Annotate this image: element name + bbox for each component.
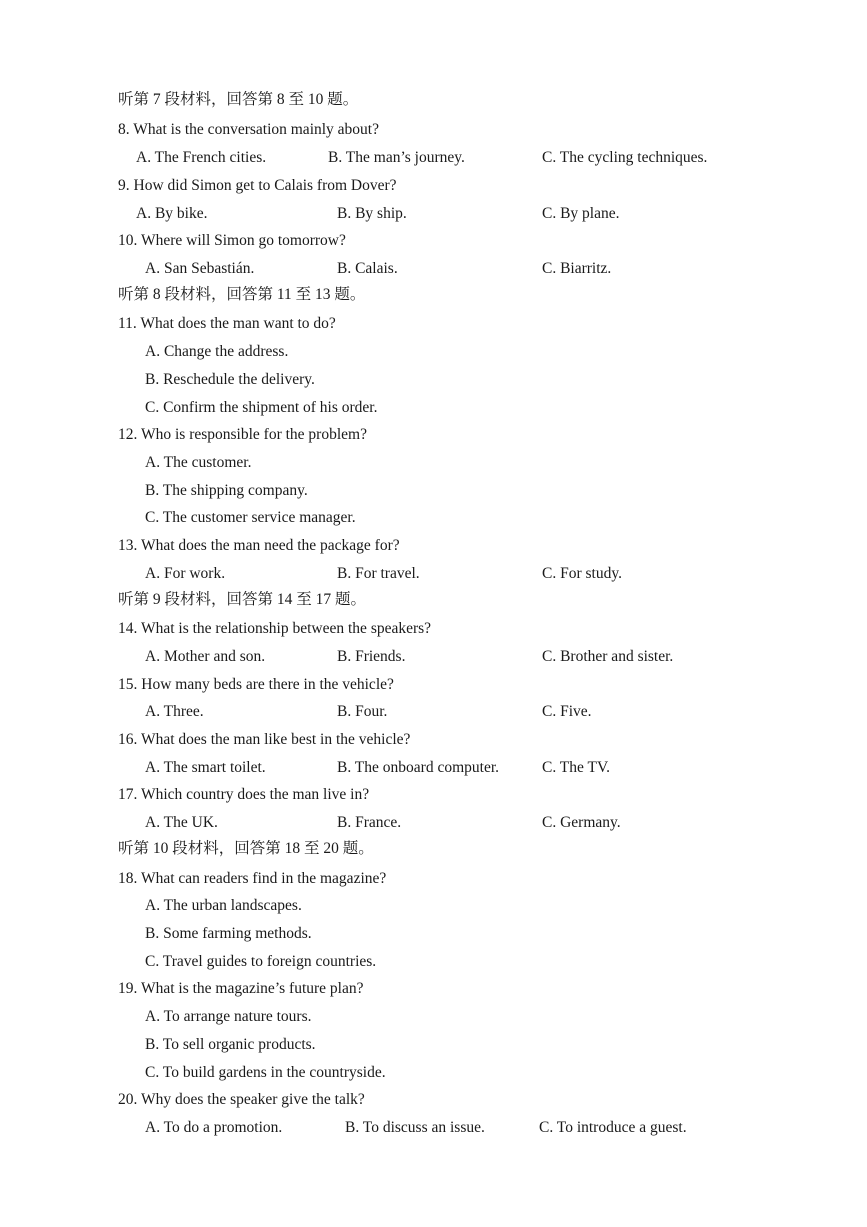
question-19-option-b: B. To sell organic products. bbox=[145, 1036, 316, 1053]
question-11-option-a: A. Change the address. bbox=[145, 343, 289, 360]
question-11-stem: 11. What does the man want to do? bbox=[118, 315, 336, 332]
question-9-option-b: B. By ship. bbox=[337, 205, 407, 222]
question-14-option-c: C. Brother and sister. bbox=[542, 648, 674, 665]
question-16-option-c: C. The TV. bbox=[542, 759, 611, 776]
question-13-option-b: B. For travel. bbox=[337, 565, 420, 582]
question-13-option-c: C. For study. bbox=[542, 565, 622, 582]
question-15-option-a: A. Three. bbox=[145, 703, 204, 720]
question-20-option-c: C. To introduce a guest. bbox=[539, 1119, 687, 1136]
question-8-option-b: B. The man’s journey. bbox=[328, 149, 465, 166]
question-15-stem: 15. How many beds are there in the vehicle? bbox=[118, 676, 394, 693]
question-13-stem: 13. What does the man need the package for? bbox=[118, 537, 400, 554]
question-18-option-c: C. Travel guides to foreign countries. bbox=[145, 953, 377, 970]
question-14-stem: 14. What is the relationship between the speakers? bbox=[118, 620, 432, 637]
question-14-option-b: B. Friends. bbox=[337, 648, 406, 665]
question-18-option-a: A. The urban landscapes. bbox=[145, 897, 302, 914]
section-heading-8: 听第 8 段材料，回答第 11 至 13 题。 bbox=[118, 286, 366, 303]
section-heading-10: 听第 10 段材料，回答第 18 至 20 题。 bbox=[118, 840, 374, 857]
question-15-option-b: B. Four. bbox=[337, 703, 388, 720]
question-19-option-a: A. To arrange nature tours. bbox=[145, 1008, 312, 1025]
question-16-stem: 16. What does the man like best in the vehicle? bbox=[118, 731, 411, 748]
question-13-option-a: A. For work. bbox=[145, 565, 226, 582]
question-20-option-b: B. To discuss an issue. bbox=[345, 1119, 485, 1136]
question-10-stem: 10. Where will Simon go tomorrow? bbox=[118, 232, 346, 249]
question-8-stem: 8. What is the conversation mainly about? bbox=[118, 121, 379, 138]
question-20-stem: 20. Why does the speaker give the talk? bbox=[118, 1091, 365, 1108]
question-16-option-b: B. The onboard computer. bbox=[337, 759, 500, 776]
question-9-option-c: C. By plane. bbox=[542, 205, 620, 222]
question-20-option-a: A. To do a promotion. bbox=[145, 1119, 283, 1136]
question-8-option-a: A. The French cities. bbox=[136, 149, 267, 166]
question-17-stem: 17. Which country does the man live in? bbox=[118, 786, 370, 803]
question-12-option-c: C. The customer service manager. bbox=[145, 509, 356, 526]
section-heading-9: 听第 9 段材料，回答第 14 至 17 题。 bbox=[118, 591, 367, 608]
question-12-option-a: A. The customer. bbox=[145, 454, 252, 471]
question-16-option-a: A. The smart toilet. bbox=[145, 759, 266, 776]
question-10-option-c: C. Biarritz. bbox=[542, 260, 612, 277]
question-18-option-b: B. Some farming methods. bbox=[145, 925, 312, 942]
section-heading-7: 听第 7 段材料，回答第 8 至 10 题。 bbox=[118, 91, 359, 108]
question-9-option-a: A. By bike. bbox=[136, 205, 208, 222]
question-12-stem: 12. Who is responsible for the problem? bbox=[118, 426, 367, 443]
question-19-stem: 19. What is the magazine’s future plan? bbox=[118, 980, 364, 997]
question-17-option-a: A. The UK. bbox=[145, 814, 218, 831]
question-17-option-b: B. France. bbox=[337, 814, 402, 831]
question-17-option-c: C. Germany. bbox=[542, 814, 621, 831]
question-18-stem: 18. What can readers find in the magazine? bbox=[118, 870, 387, 887]
question-19-option-c: C. To build gardens in the countryside. bbox=[145, 1064, 386, 1081]
question-8-option-c: C. The cycling techniques. bbox=[542, 149, 708, 166]
question-10-option-a: A. San Sebastián. bbox=[145, 260, 255, 277]
question-11-option-c: C. Confirm the shipment of his order. bbox=[145, 399, 378, 416]
question-14-option-a: A. Mother and son. bbox=[145, 648, 266, 665]
question-12-option-b: B. The shipping company. bbox=[145, 482, 308, 499]
question-9-stem: 9. How did Simon get to Calais from Dover? bbox=[118, 177, 397, 194]
question-15-option-c: C. Five. bbox=[542, 703, 592, 720]
question-11-option-b: B. Reschedule the delivery. bbox=[145, 371, 315, 388]
question-10-option-b: B. Calais. bbox=[337, 260, 398, 277]
